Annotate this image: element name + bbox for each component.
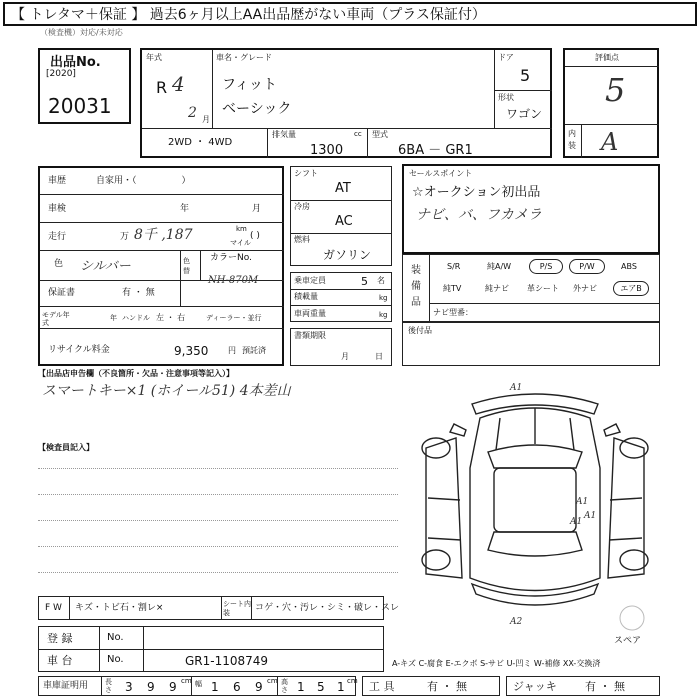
tools-box (362, 676, 500, 696)
doors-value: 5 (520, 66, 531, 85)
equip-leather: 革シート (527, 284, 559, 293)
recycle-note: 預託済 (242, 346, 266, 355)
name-label: 車名・グレード (216, 53, 272, 62)
car-grade: ベーシック (222, 101, 292, 117)
equipment-label: 装備品 (411, 265, 421, 308)
width-d1: 1 (211, 680, 219, 694)
equip-alloy: 純A/W (487, 262, 512, 271)
length-unit: cm (181, 677, 192, 685)
lot-box (38, 48, 131, 124)
score-box (563, 48, 659, 158)
shape-value: ワゴン (506, 107, 543, 121)
spare-tire-icon (618, 604, 646, 632)
equip-airbag: エアB (613, 281, 649, 296)
lot-number: 20031 (48, 94, 112, 118)
inspection-label: 車検 (48, 204, 67, 214)
reg-no-label: No. (107, 632, 124, 643)
height-unit: cm (347, 677, 358, 685)
model-year-unit: 年 (110, 314, 117, 322)
handle-value: 左 ・ 右 (156, 313, 186, 322)
aftermarket-label: 後付品 (408, 326, 432, 335)
equip-pw: P/W (569, 259, 605, 274)
seat-label: シート内装 (223, 600, 251, 617)
history-box (38, 166, 284, 366)
shape-label: 形状 (498, 93, 514, 102)
dimensions-label: 車庫証明用 (43, 681, 89, 691)
sub-header: （検査機）対応/未対応 (40, 28, 123, 37)
recycle-label: リサイクル料金 (48, 345, 110, 355)
spare-label: スペア (614, 636, 642, 646)
displacement-value: 1300 (310, 143, 344, 158)
damage-mark-4: A1 (570, 517, 583, 527)
navi-model-label: ナビ型番： (433, 308, 473, 317)
aftermarket-box (402, 322, 660, 366)
length-d3: 9 (169, 680, 177, 694)
height-label: 高さ (281, 678, 288, 694)
capacity-box (290, 272, 392, 322)
tools-label: 工 具 (369, 680, 395, 693)
length-d1: 3 (125, 680, 133, 694)
jack-label: ジャッキ (513, 680, 557, 693)
docs-day: 日 (375, 352, 383, 361)
car-damage-diagram (410, 378, 660, 628)
sales-box (402, 164, 660, 254)
year-value: 4 (172, 72, 185, 96)
fw-text: キズ・トビ石・割レ× (75, 603, 164, 613)
interior-label: 内装 (568, 129, 576, 150)
jack-value: 有 ・ 無 (585, 680, 625, 693)
model-value: 6BA － GR1 (398, 143, 473, 158)
color-no-value: NH-870M (208, 275, 259, 286)
frame-label: 車 台 (47, 654, 73, 667)
damage-mark-5: A2 (510, 617, 523, 627)
inspector-label: 【検査員記入】 (38, 443, 94, 452)
equip-abs: ABS (621, 262, 637, 271)
capacity-unit: 名 (377, 276, 385, 285)
interior-value: A (601, 128, 619, 156)
vehicle-box (140, 48, 552, 158)
frame-no-label: No. (107, 654, 124, 665)
fuel-value: ガソリン (323, 248, 372, 262)
width-d2: 6 (233, 680, 241, 694)
warranty-label: 保証書 (48, 288, 76, 298)
equip-navi: 純ナビ (485, 284, 509, 293)
weight-unit: kg (379, 311, 388, 319)
model-label: 型式 (372, 130, 388, 139)
damage-mark-2: A1 (576, 497, 589, 507)
equip-ps: P/S (529, 259, 563, 274)
damage-mark-3: A1 (584, 511, 597, 521)
color-label: 色 (54, 259, 64, 269)
banner (3, 2, 697, 26)
month-unit: 月 (202, 115, 210, 124)
frame-no: GR1-1108749 (185, 654, 269, 668)
shift-value: AT (335, 181, 351, 196)
registration-box (38, 626, 384, 672)
model-year-label: モデル年式 (42, 311, 70, 327)
dimensions-box (38, 676, 356, 696)
width-d3: 9 (255, 680, 263, 694)
fw-row (38, 596, 400, 620)
color-no-label: カラーNo. (210, 253, 252, 263)
score-value: 5 (605, 71, 626, 109)
exhibitor-note-hand: スマートキー×1 (ホイール51) 4本差山 (42, 383, 291, 399)
color-value: シルバー (80, 259, 131, 274)
inspection-year: 年 (180, 204, 190, 214)
exhibitor-note-label: 【出品店申告欄（不良箇所・欠品・注意事項等記入）】 (38, 369, 234, 378)
year-label: 年式 (146, 53, 162, 62)
mileage-unit-km: km (236, 225, 247, 233)
docs-month: 月 (341, 352, 349, 361)
score-label: 評価点 (595, 53, 619, 62)
shift-label: シフト (294, 169, 318, 178)
shift-box (290, 166, 392, 266)
capacity-label: 乗車定員 (294, 276, 326, 285)
recycle-unit: 円 (228, 346, 236, 355)
load-label: 積載量 (294, 292, 318, 301)
reg-label: 登 録 (47, 632, 73, 645)
history-label: 車歴 (48, 176, 67, 186)
weight-label: 車両重量 (294, 309, 326, 318)
displacement-label: 排気量 (272, 130, 296, 139)
docs-label: 書類期限 (294, 331, 326, 340)
height-d1: 1 (297, 680, 305, 694)
lot-label: 出品No. (50, 55, 101, 70)
ac-label: 冷房 (294, 202, 310, 211)
recycle-amount: 9,350 (174, 344, 209, 358)
length-d2: 9 (147, 680, 155, 694)
tools-value: 有 ・ 無 (427, 680, 467, 693)
color-change-label: 色替 (183, 257, 190, 275)
equip-sr: S/R (447, 262, 461, 271)
fuel-label: 燃料 (294, 235, 310, 244)
dealer-label: ディーラー・並行 (206, 314, 262, 322)
mileage-label: 走行 (48, 232, 67, 242)
sales-hand-note: ナビ、バ、フカメラ (416, 207, 542, 223)
load-unit: kg (379, 294, 388, 302)
height-d3: 1 (337, 680, 345, 694)
docs-box (290, 328, 392, 366)
mileage-value: 8千 ,187 (134, 227, 193, 243)
equip-ext-navi: 外ナビ (573, 284, 597, 293)
damage-mark-1: A1 (510, 383, 523, 393)
lot-year-tag: [2020] (46, 69, 76, 79)
banner-text: 【 トレタマ＋保証 】 過去6ヶ月以上AA出品歴がない車両（プラス保証付） (11, 7, 486, 23)
car-name: フィット (222, 77, 277, 93)
equipment-box (402, 254, 660, 322)
history-value: 自家用・（ ） (96, 176, 191, 186)
year-era: R (156, 78, 168, 97)
damage-legend: A-キズ C-腐食 E-エクボ S-サビ U-凹ミ W-補修 XX-交換済 (392, 659, 601, 668)
handle-label: ハンドル (122, 314, 150, 322)
height-d2: 5 (317, 680, 325, 694)
capacity-value: 5 (361, 275, 368, 288)
doors-label: ドア (498, 53, 514, 62)
inspection-month: 月 (252, 204, 262, 214)
ac-value: AC (335, 214, 353, 229)
sales-first-listing: ☆オークション初出品 (412, 185, 541, 200)
warranty-value: 有 ・ 無 (122, 288, 155, 298)
width-label: 幅 (195, 680, 202, 688)
fw-label: F W (45, 603, 62, 613)
length-label: 長さ (105, 678, 112, 694)
sales-label: セールスポイント (409, 169, 473, 178)
equip-tv: 純TV (443, 284, 462, 293)
month-value: 2 (188, 105, 197, 121)
mileage-unit-mile: マイル (230, 239, 251, 247)
seat-text: コゲ・穴・汚レ・シミ・破レ・スレ (255, 603, 400, 613)
displacement-unit: cc (354, 130, 362, 138)
mileage-man: 万 (120, 232, 130, 242)
mileage-paren: ( ) (250, 231, 260, 241)
width-unit: cm (267, 677, 278, 685)
drive-value: 2WD ・ 4WD (168, 137, 233, 148)
jack-box (506, 676, 660, 696)
